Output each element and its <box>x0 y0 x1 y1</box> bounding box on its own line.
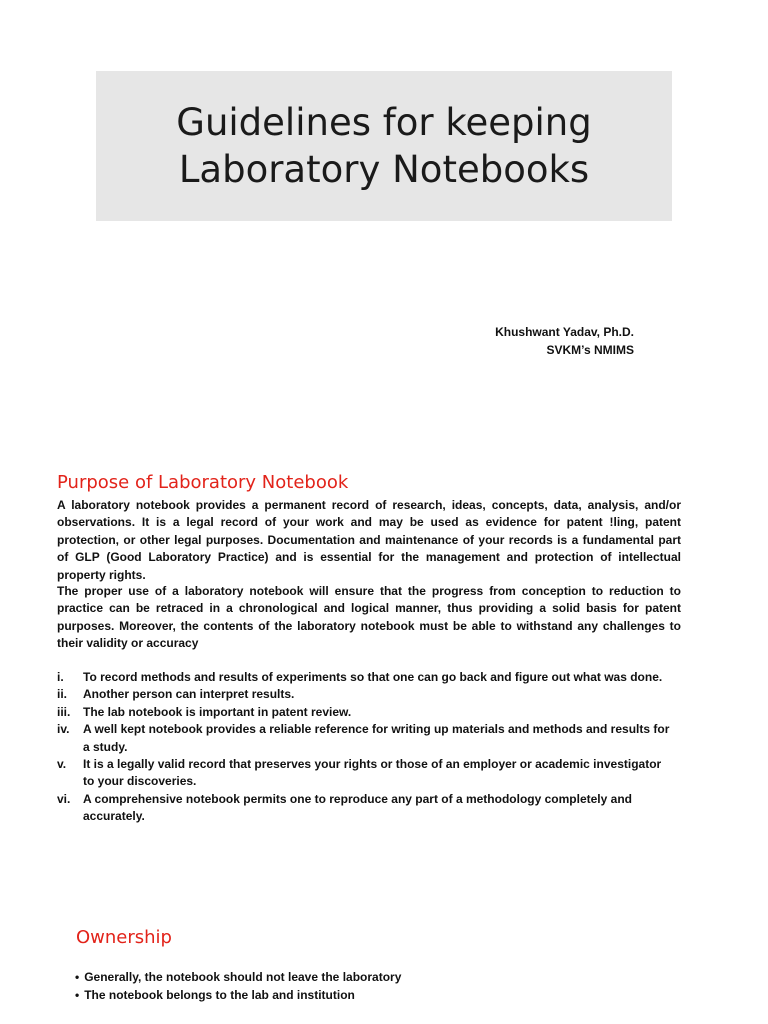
list-item-number: i. <box>57 670 64 684</box>
list-item <box>57 721 681 756</box>
list-item-text: Another person can interpret results. <box>83 687 295 702</box>
purpose-paragraph-2: The proper use of a laboratory notebook will ensure that the progress from conception to reduction to practice can be retraced in a chronological and logical manner, thus providing a solid basis for patent purposes. Moreover, the contents of the laboratory notebook must be able to withstand any challenges to their validity or accuracy <box>57 584 681 651</box>
list-item-number: iv. <box>57 722 70 737</box>
bullet-icon: • <box>75 988 80 1002</box>
ownership-heading: Ownership <box>76 927 172 948</box>
list-item-text: The lab notebook is important in patent review. <box>83 704 352 719</box>
purpose-paragraph-1: A laboratory notebook provides a permanent record of research, ideas, concepts, data, analysis, and/or observations. It is a legal record of your work and may be used as evidence for patent !ling, patent protection, or other legal purposes. Documentation and maintenance of your records is a fundamental part of GLP (Good Laboratory Practice) and is essential for the management and protection of intellectual property rights. <box>57 498 681 582</box>
ownership-list <box>75 968 401 1004</box>
list-item-text: The notebook belongs to the lab and institution <box>84 988 355 1002</box>
list-item-number: iii. <box>57 704 71 719</box>
author-block <box>495 323 634 359</box>
list-item <box>57 686 681 703</box>
list-item-text: It is a legally valid record that preserves your rights or those of an employer or academic investigator to your discoveries. <box>83 757 662 789</box>
list-item-text: A well kept notebook provides a reliable reference for writing up materials and methods and results for a study. <box>83 722 670 754</box>
list-item <box>75 986 401 1004</box>
list-item-number: ii. <box>57 687 68 702</box>
title-line-1: Guidelines for keeping <box>176 101 592 144</box>
list-item <box>57 791 681 826</box>
list-item <box>57 704 681 721</box>
list-item <box>57 669 681 686</box>
list-item-number: v. <box>57 757 67 772</box>
list-item-text: A comprehensive notebook permits one to reproduce any part of a methodology completely and accurately. <box>83 791 632 824</box>
author-name: Khushwant Yadav, Ph.D. <box>495 325 634 339</box>
title-line-2: Laboratory Notebooks <box>178 148 590 191</box>
purpose-heading: Purpose of Laboratory Notebook <box>57 472 349 493</box>
list-item-text: To record methods and results of experiments so that one can go back and figure out what was done. <box>83 670 663 684</box>
list-item <box>75 968 401 986</box>
list-item-text: Generally, the notebook should not leave the laboratory <box>84 970 402 984</box>
list-item-number: vi. <box>57 791 71 806</box>
title-box <box>96 71 672 221</box>
list-item <box>57 756 681 791</box>
author-affiliation: SVKM’s NMIMS <box>546 343 634 357</box>
bullet-icon: • <box>75 970 80 984</box>
purpose-list <box>57 669 681 826</box>
